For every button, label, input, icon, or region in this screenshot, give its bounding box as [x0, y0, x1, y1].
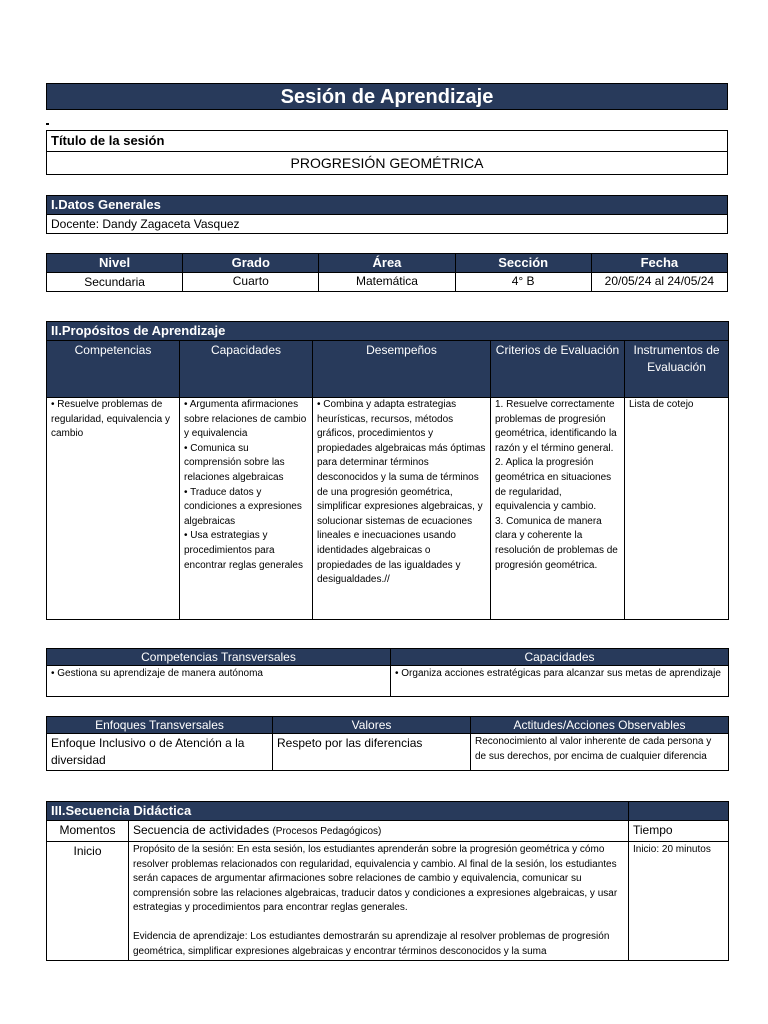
enfoque-cell: Enfoque Inclusivo o de Atención a la diversidad — [47, 734, 273, 771]
secuencia-section — [46, 801, 728, 961]
criterio-item: 2. Aplica la progresión geométrica en situaciones de regularidad, equivalencia y cambio. — [495, 457, 612, 513]
seccion-value: 4° B — [455, 273, 591, 292]
session-title-value: PROGRESIÓN GEOMÉTRICA — [47, 152, 728, 175]
capacidad-item: • Comunica su comprensión sobre las relaciones algebraicas — [184, 442, 285, 483]
col-valores: Valores — [273, 717, 471, 734]
instrumentos-cell: Lista de cotejo — [625, 398, 729, 620]
docente-field: Docente: Dandy Zagaceta Vasquez — [47, 215, 728, 234]
page-title: Sesión de Aprendizaje — [46, 83, 728, 110]
capacidad-item: • Argumenta afirmaciones sobre relaciones de cambio y equivalencia — [184, 399, 307, 440]
capacidad-item: • Usa estrategias y procedimientos para encontrar reglas generales — [184, 530, 303, 571]
datos-generales-heading: I.Datos Generales — [47, 196, 728, 215]
info-table — [46, 253, 728, 292]
tiempo-inicio: Inicio: 20 minutos — [629, 842, 729, 961]
col-desempenos: Desempeños — [313, 341, 491, 398]
propositos-heading: II.Propósitos de Aprendizaje — [47, 322, 729, 341]
col-competencias-transversales: Competencias Transversales — [47, 649, 391, 666]
valor-cell: Respeto por las diferencias — [273, 734, 471, 771]
capacidad-transversal-cell: • Organiza acciones estratégicas para alcanzar sus metas de aprendizaje — [391, 666, 729, 697]
col-secuencia-note: (Procesos Pedagógicos) — [272, 826, 382, 837]
info-header: Sección — [455, 254, 591, 273]
enfoques-table — [46, 716, 728, 771]
propositos-section — [46, 321, 728, 620]
momento-inicio: Inicio — [47, 842, 129, 961]
criterio-item: 3. Comunica de manera clara y coherente la resolución de problemas de progresión geométrica. — [495, 515, 618, 571]
col-competencias: Competencias — [47, 341, 180, 398]
grado-value: Cuarto — [183, 273, 319, 292]
info-header: Grado — [183, 254, 319, 273]
session-title-label: Título de la sesión — [47, 131, 728, 152]
desempenos-cell: • Combina y adapta estrategias heurísticas, recursos, métodos gráficos, procedimientos y propiedades algebraicas más óptimas para determinar términos desconocidos y la suma de términos de una progresión geométrica, simplificar expresiones algebraicas, y solucionar sistemas de ecuaciones lineales e inecuaciones usando identidades algebraicas o propiedades de las igualdades y desigualdades.// — [313, 398, 491, 620]
evidencia-text: Evidencia de aprendizaje: Los estudiantes demostrarán su aprendizaje al resolver problemas de progresión geométrica, simplificar expresiones algebraicas y encontrar términos desconocidos y la suma — [133, 930, 610, 957]
nivel-value: Secundaria — [47, 273, 183, 292]
col-momentos: Momentos — [47, 821, 129, 842]
spacer — [133, 916, 624, 930]
capacidades-cell — [180, 398, 313, 620]
criterios-cell — [491, 398, 625, 620]
actitud-cell: Reconocimiento al valor inherente de cada persona y de sus derechos, por encima de cualquier diferencia — [471, 734, 729, 771]
col-instrumentos: Instrumentos de Evaluación — [625, 341, 729, 398]
competencia-transversal-cell: • Gestiona su aprendizaje de manera autónoma — [47, 666, 391, 697]
col-criterios: Criterios de Evaluación — [491, 341, 625, 398]
col-enfoques: Enfoques Transversales — [47, 717, 273, 734]
info-header: Nivel — [47, 254, 183, 273]
info-header: Área — [319, 254, 455, 273]
divider-mark — [46, 123, 49, 125]
secuencia-inicio-cell — [129, 842, 629, 961]
area-value: Matemática — [319, 273, 455, 292]
col-capacidades: Capacidades — [180, 341, 313, 398]
capacidad-item: • Traduce datos y condiciones a expresiones algebraicas — [184, 486, 302, 527]
col-secuencia-label: Secuencia de actividades — [133, 823, 270, 837]
proposito-sesion-text: Propósito de la sesión: En esta sesión, los estudiantes aprenderán sobre la progresión geométrica y cómo resolver problemas relacionados con regularidad, equivalencia y cambio. Al final de la sesión, los estudiantes serán capaces de argumentar afirmaciones sobre relaciones de cambio y equivalencia, comunicar su comprensión sobre las relaciones algebraicas, traducir datos y condiciones a expresiones algebraicas, y usar estrategias y procedimientos para encontrar reglas generales. — [133, 844, 618, 914]
transversales-table — [46, 648, 728, 697]
session-title-section — [46, 130, 728, 175]
col-actitudes: Actitudes/Acciones Observables — [471, 717, 729, 734]
fecha-value: 20/05/24 al 24/05/24 — [591, 273, 727, 292]
info-header: Fecha — [591, 254, 727, 273]
competencias-cell: • Resuelve problemas de regularidad, equivalencia y cambio — [47, 398, 180, 620]
datos-generales-section — [46, 195, 728, 234]
col-tiempo: Tiempo — [629, 821, 729, 842]
secuencia-heading: III.Secuencia Didáctica — [47, 802, 629, 821]
criterio-item: 1. Resuelve correctamente problemas de progresión geométrica, identificando la razón y el término general. — [495, 399, 617, 454]
secuencia-heading-blank — [629, 802, 729, 821]
col-capacidades-transversales: Capacidades — [391, 649, 729, 666]
col-secuencia — [129, 821, 629, 842]
